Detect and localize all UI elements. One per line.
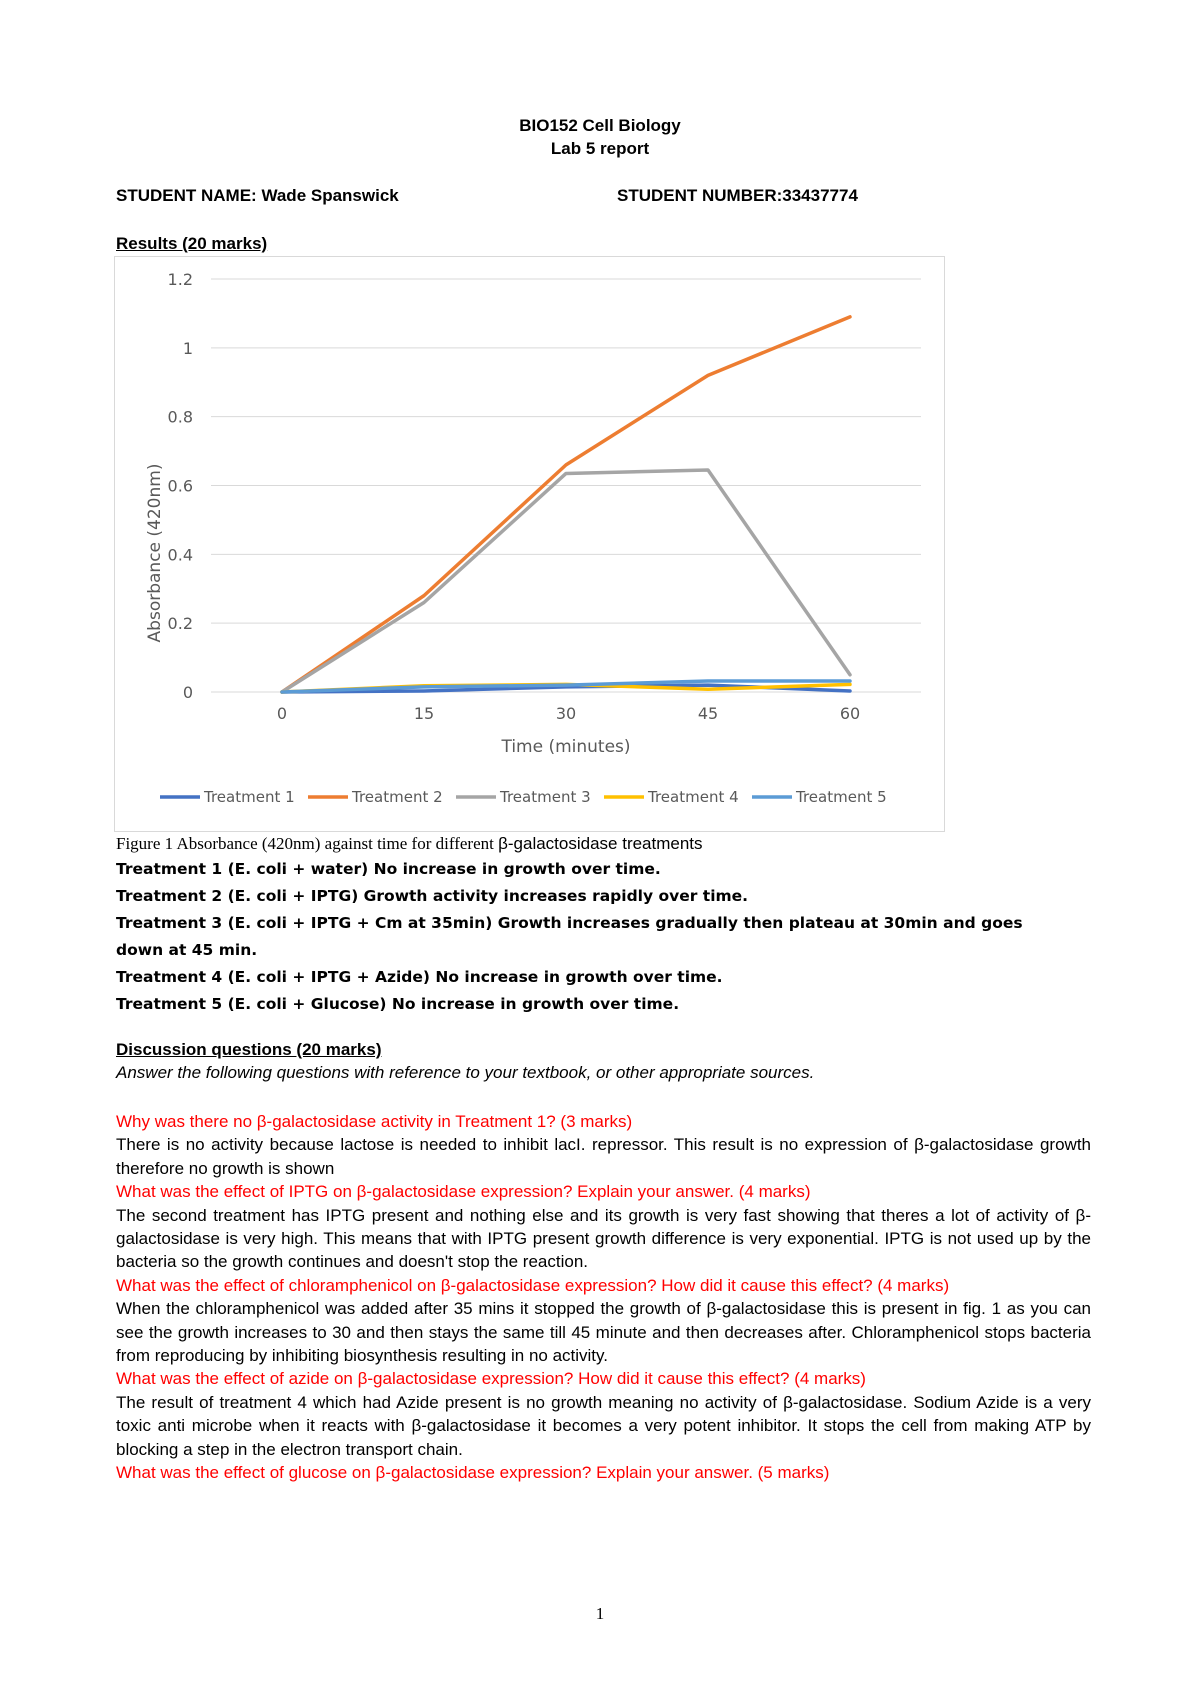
- treatment-2-note: Treatment 2 (E. coli + IPTG) Growth activity increases rapidly over time.: [116, 887, 749, 905]
- figure-caption: [116, 834, 703, 854]
- figure-caption-beta: β-galactosidase treatments: [498, 834, 703, 853]
- y-tick-label: 0.8: [167, 407, 193, 427]
- discussion-heading: Discussion questions (20 marks): [116, 1040, 382, 1059]
- x-tick-label: 30: [555, 704, 577, 723]
- student-number: STUDENT NUMBER:33437774: [617, 186, 858, 205]
- y-tick-label: 1: [182, 338, 193, 358]
- legend-label: Treatment 5: [796, 788, 887, 806]
- y-tick-label: 0.2: [167, 614, 193, 634]
- question-5: What was the effect of glucose on β-galactosidase expression? Explain your answer. (5 marks): [116, 1463, 830, 1483]
- discussion-body: [116, 1110, 1091, 1485]
- question-4: What was the effect of azide on β-galactosidase expression? How did it cause this effect? (4 marks): [116, 1369, 866, 1389]
- chart-frame: [114, 256, 945, 832]
- legend-label: Treatment 2: [352, 788, 443, 806]
- results-heading: Results (20 marks): [116, 234, 268, 253]
- series-line-2: [282, 317, 850, 692]
- x-tick-label: 45: [697, 704, 719, 723]
- x-axis-label: Time (minutes): [501, 737, 631, 757]
- answer-4: The result of treatment 4 which had Azide present is no growth meaning no activity of β-galactosidase. Sodium Azide is a very toxic anti microbe when it reacts with β-galactosidase it becomes a very potent inhibitor. It stops the cell from making ATP by blocking a step in the electron transport chain.: [116, 1392, 1091, 1459]
- treatment-3-note: Treatment 3 (E. coli + IPTG + Cm at 35min) Growth increases gradually then plateau at 30min and goes: [116, 914, 1023, 932]
- student-name: STUDENT NAME: Wade Spanswick: [116, 186, 399, 205]
- y-tick-label: 0.4: [167, 545, 193, 565]
- x-tick-label: 60: [839, 704, 861, 723]
- treatment-list: [116, 856, 1116, 1018]
- answer-1: There is no activity because lactose is needed to inhibit lacI. repressor. This result is no expression of β-galactosidase growth therefore no growth is shown: [116, 1135, 1091, 1178]
- treatment-1-note: Treatment 1 (E. coli + water) No increase in growth over time.: [116, 860, 661, 878]
- y-axis-label: Absorbance (420nm): [145, 463, 165, 643]
- x-tick-label: 15: [413, 704, 435, 723]
- answer-3: When the chloramphenicol was added after 35 mins it stopped the growth of β-galactosidase this is present in fig. 1 as you can see the growth increases to 30 and then stays the same till 45 minute and then decreases after. Chloramphenicol stops bacteria from reproducing by inhibiting biosynthesis resulting in no activity.: [116, 1299, 1091, 1366]
- y-tick-label: 0: [182, 683, 193, 702]
- legend-label: Treatment 4: [648, 788, 739, 806]
- question-3: What was the effect of chloramphenicol on β-galactosidase expression? How did it cause this effect? (4 marks): [116, 1275, 950, 1295]
- page-number: 1: [595, 1604, 605, 1623]
- y-tick-label: 1.2: [167, 270, 193, 289]
- x-tick-label: 0: [276, 704, 288, 723]
- absorbance-line-chart: [115, 257, 944, 831]
- treatment-5-note: Treatment 5 (E. coli + Glucose) No increase in growth over time.: [116, 995, 680, 1013]
- report-title: Lab 5 report: [550, 139, 650, 158]
- discussion-instruction: Answer the following questions with reference to your textbook, or other appropriate sources.: [116, 1063, 815, 1082]
- answer-2: The second treatment has IPTG present and nothing else and its growth is very fast showing that theres a lot of activity of β-galactosidase is very high. This means that with IPTG present growth difference is very exponential. IPTG is not used up by the bacteria so the growth continues and doesn't stop the reaction.: [116, 1205, 1091, 1272]
- question-1: Why was there no β-galactosidase activity in Treatment 1? (3 marks): [116, 1112, 633, 1131]
- treatment-3-note-cont: down at 45 min.: [116, 941, 258, 959]
- course-title: BIO152 Cell Biology: [519, 116, 681, 135]
- legend-label: Treatment 3: [500, 788, 591, 806]
- y-tick-label: 0.6: [167, 476, 193, 496]
- treatment-4-note: Treatment 4 (E. coli + IPTG + Azide) No increase in growth over time.: [116, 968, 723, 986]
- legend-label: Treatment 1: [204, 788, 295, 806]
- figure-caption-text: Figure 1 Absorbance (420nm) against time for different: [116, 834, 499, 853]
- series-line-3: [282, 470, 850, 692]
- question-2: What was the effect of IPTG on β-galactosidase expression? Explain your answer. (4 marks): [116, 1182, 811, 1202]
